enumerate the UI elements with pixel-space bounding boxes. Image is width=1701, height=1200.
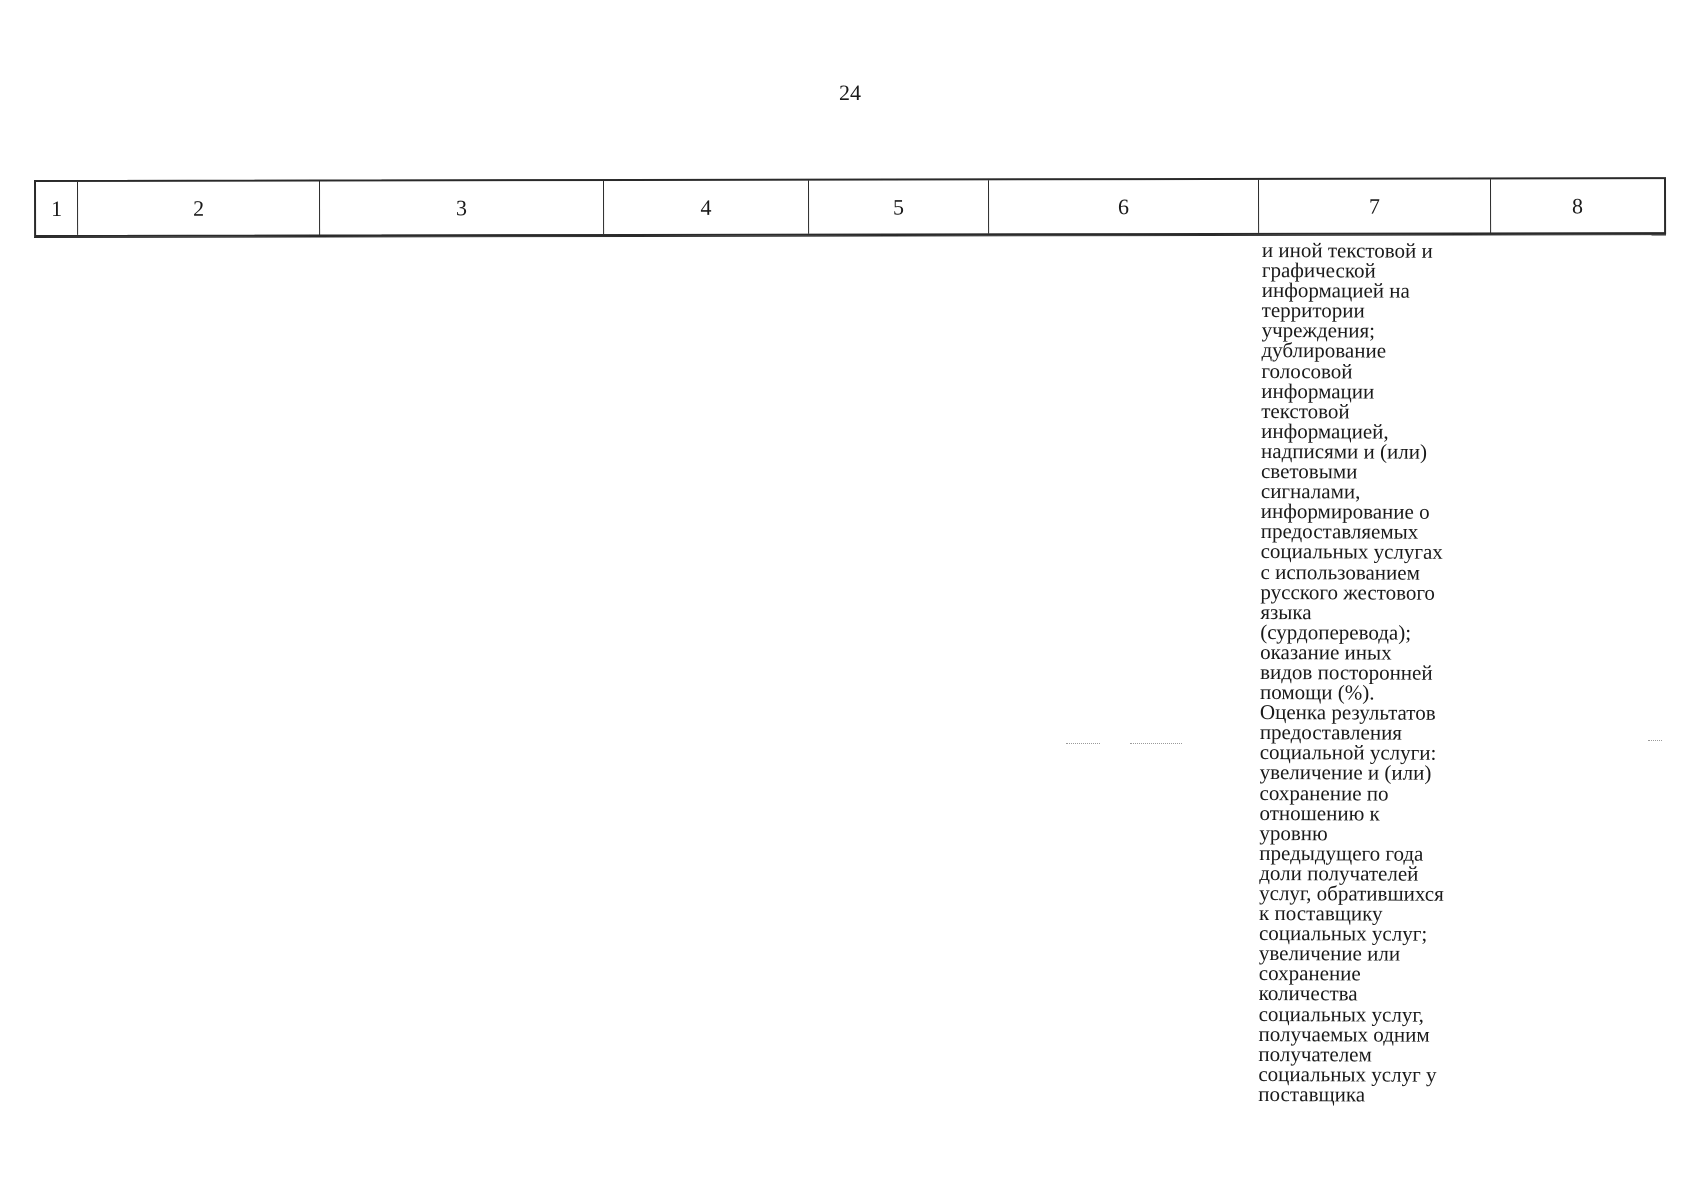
table-header-row: [34, 177, 1666, 237]
header-cell-6: 6: [989, 180, 1259, 233]
scan-artifact: [1130, 743, 1182, 744]
column-7-cell-text: и иной текстовой и графической информацией на территории учреждения; дублирование голосовой информации текстовой информацией, надписями и (или) световыми сигналами, информирование о предоставляемых социальных услугах с использованием русского жестового языка (сурдоперевода); оказание иных видов посторонней помощи (%). Оценка результатов предоставления социальной услуги: увеличение и (или) сохранение по отношению к уровню предыдущего года доли получателей услуг, обратившихся к поставщику социальных услуг; увеличение или сохранение количества социальных услуг, получаемых одним получателем социальных услуг у поставщика: [1258, 238, 1444, 1107]
scan-artifact: [1648, 740, 1662, 741]
header-cell-1: 1: [36, 182, 78, 235]
header-cell-2: 2: [78, 182, 320, 235]
header-cell-8: 8: [1572, 192, 1584, 218]
page-number: 24: [839, 80, 861, 105]
header-cell-3: 3: [320, 181, 604, 234]
scan-artifact: [1066, 743, 1100, 744]
header-cell-4: 4: [604, 181, 809, 234]
header-cell-5: 5: [809, 180, 989, 233]
header-cell-7: 7: [1259, 179, 1491, 232]
